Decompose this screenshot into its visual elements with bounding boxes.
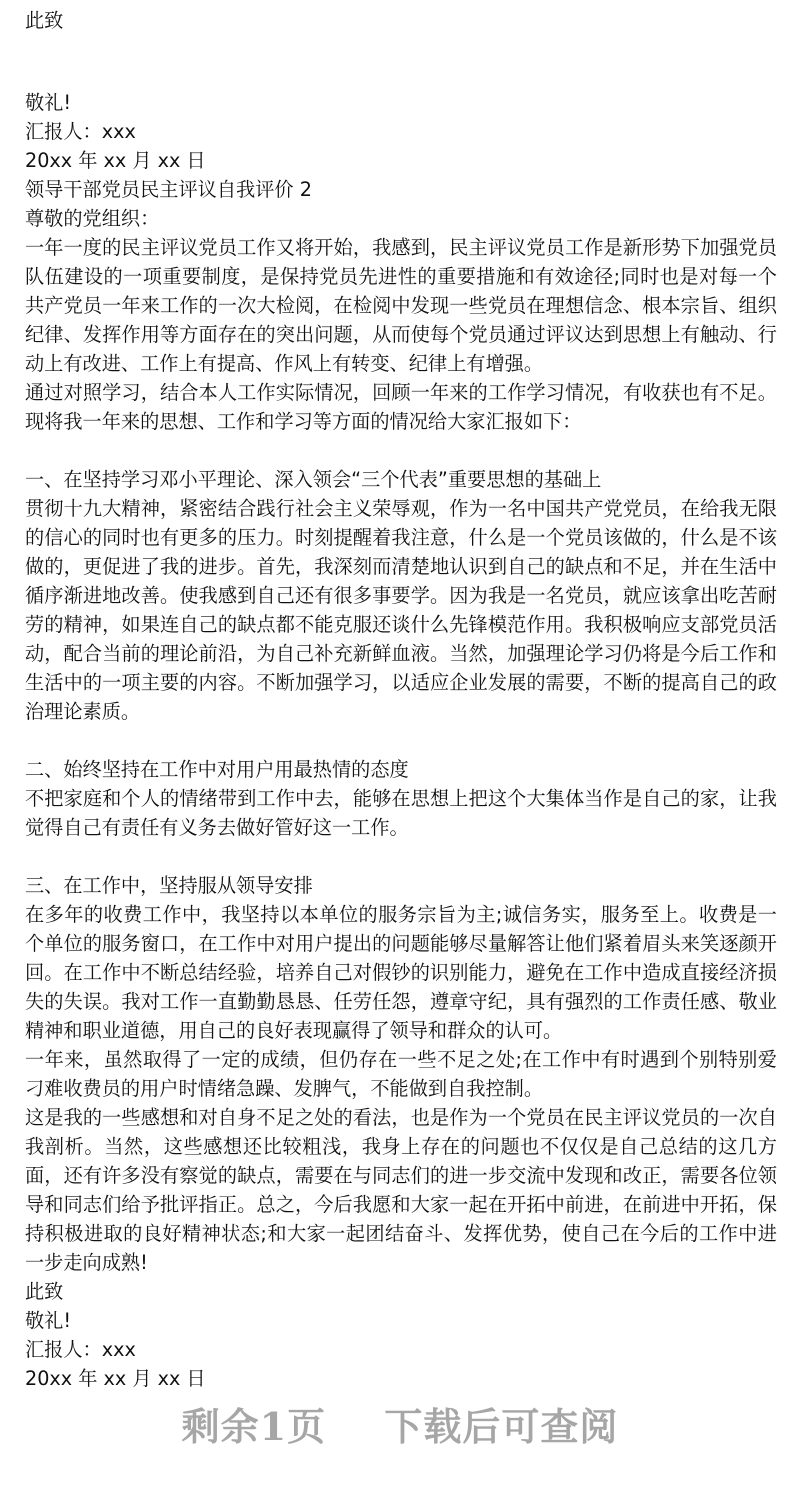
document-title: 领导干部党员民主评议自我评价 2 (25, 178, 312, 201)
reporter: 汇报人：xxx (25, 120, 136, 143)
paragraph: 这是我的一些感想和对自身不足之处的看法，也是作为一个党员在民主评议党员的一次自我剖析。当然，这些感想还比较粗浅，我身上存在的问题也不仅仅是自己总结的这几方面，还有许多没有察觉的缺点，需要在与同志们的进一步交流中发现和改正，需要各位领导和同志们给予批评指正。总之，今后我愿和大家一起在开拓中前进，在前进中开拓，保持积极进取的良好精神状态;和大家一起团结奋斗、发挥优势，使自己在今后的工作中进一步走向成熟! (25, 1106, 777, 1274)
download-prompt[interactable] (0, 1396, 800, 1451)
regards: 敬礼! (25, 91, 72, 114)
paragraph: 一年一度的民主评议党员工作又将开始，我感到，民主评议党员工作是新形势下加强党员队伍建设的一项重要制度，是保持党员先进性的重要措施和有效途径;同时也是对每一个共产党员一年来工作的一次大检阅，在检阅中发现一些党员在理想信念、根本宗旨、组织纪律、发挥作用等方面存在的突出问题，从而使每个党员通过评议达到思想上有触动、行动上有改进、工作上有提高、作风上有转变、纪律上有增强。 (25, 236, 777, 375)
salutation: 此致 (25, 9, 64, 32)
remaining-pages-label: 剩余1页 (181, 1404, 327, 1449)
paragraph: 一年来，虽然取得了一定的成绩，但仍存在一些不足之处;在工作中有时遇到个别特别爱刁难收费员的用户时情绪急躁、发脾气，不能做到自我控制。 (25, 1048, 777, 1100)
date: 20xx 年 xx 月 xx 日 (25, 1367, 206, 1390)
date: 20xx 年 xx 月 xx 日 (25, 149, 206, 172)
download-to-view-label[interactable]: 下载后可查阅 (384, 1404, 619, 1449)
paragraph: 通过对照学习，结合本人工作实际情况，回顾一年来的工作学习情况，有收获也有不足。现将我一年来的思想、工作和学习等方面的情况给大家汇报如下： (25, 381, 777, 433)
reporter: 汇报人：xxx (25, 1338, 136, 1361)
paragraph: 贯彻十九大精神，紧密结合践行社会主义荣辱观，作为一名中国共产党党员，在给我无限的信心的同时也有更多的压力。时刻提醒着我注意，什么是一个党员该做的，什么是不该做的，更促进了我的进步。首先，我深刻而清楚地认识到自己的缺点和不足，并在生活中循序渐进地改善。使我感到自己还有很多事要学。因为我是一名党员，就应该拿出吃苦耐劳的精神，如果连自己的缺点都不能克服还谈什么先锋模范作用。我积极响应支部党员活动，配合当前的理论前沿，为自己补充新鲜血液。当然，加强理论学习仍将是今后工作和生活中的一项主要的内容。不断加强学习，以适应企业发展的需要，不断的提高自己的政治理论素质。 (25, 497, 777, 723)
paragraph: 不把家庭和个人的情绪带到工作中去，能够在思想上把这个大集体当作是自己的家，让我觉得自己有责任有义务去做好管好这一工作。 (25, 787, 777, 839)
section-heading: 二、始终坚持在工作中对用户用最热情的态度 (25, 758, 409, 781)
document-body (25, 6, 777, 1393)
salutation: 此致 (25, 1280, 64, 1303)
paragraph: 在多年的收费工作中，我坚持以本单位的服务宗旨为主;诚信务实，服务至上。收费是一个单位的服务窗口，在工作中对用户提出的问题能够尽量解答让他们紧着眉头来笑逐颜开回。在工作中不断总结经验，培养自己对假钞的识别能力，避免在工作中造成直接经济损失的失误。我对工作一直勤勤恳恳、任劳任怨，遵章守纪，具有强烈的工作责任感、敬业精神和职业道德，用自己的良好表现赢得了领导和群众的认可。 (25, 903, 777, 1042)
section-heading: 一、在坚持学习邓小平理论、深入领会“三个代表”重要思想的基础上 (25, 468, 602, 491)
section-heading: 三、在工作中，坚持服从领导安排 (25, 874, 313, 897)
greeting: 尊敬的党组织： (25, 207, 160, 230)
regards: 敬礼! (25, 1309, 72, 1332)
